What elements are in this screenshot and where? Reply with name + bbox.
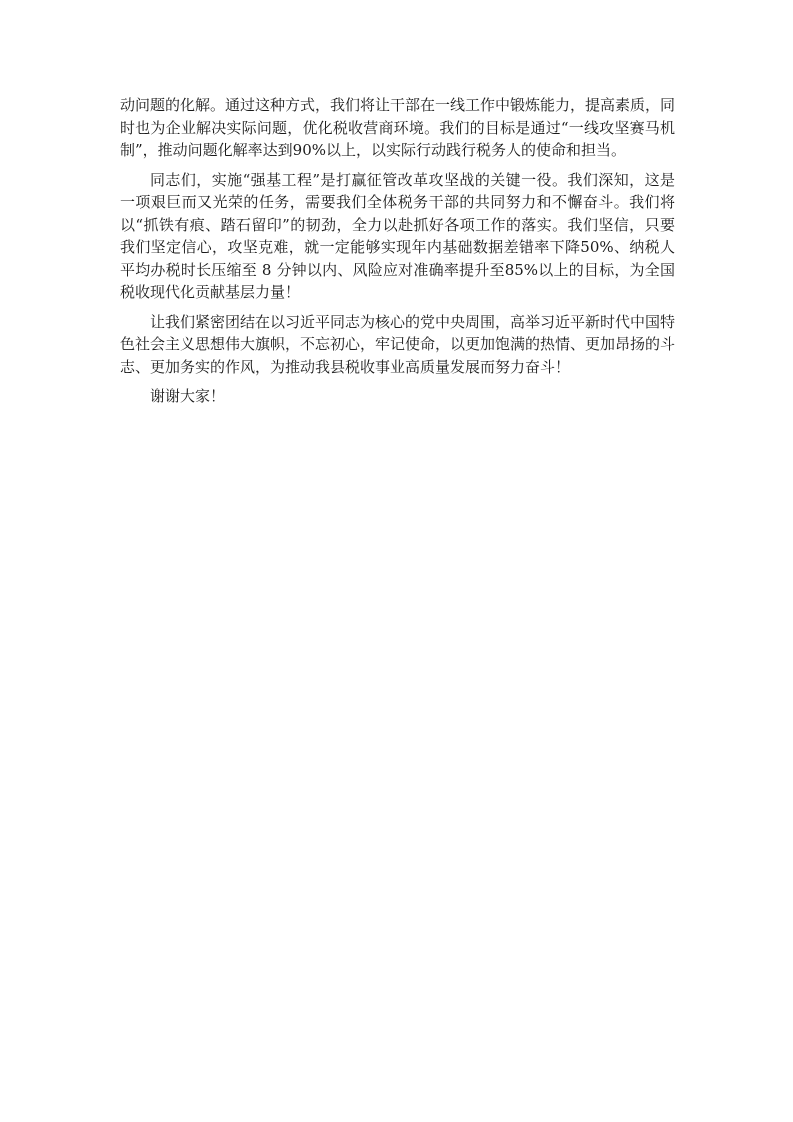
document-body	[120, 94, 675, 415]
paragraph-1: 动问题的化解。通过这种方式，我们将让干部在一线工作中锻炼能力，提高素质，同时也为企业解决实际问题，优化税收营商环境。我们的目标是通过“一线攻坚赛马机制”，推动问题化解率达到90%以上，以实际行动践行税务人的使命和担当。	[120, 96, 676, 159]
paragraph-3: 让我们紧密团结在以习近平同志为核心的党中央周围，高举习近平新时代中国特色社会主义思想伟大旗帜，不忘初心，牢记使命，以更加饱满的热情、更加昂扬的斗志、更加务实的作风，为推动我县税收事业高质量发展而努力奋斗！	[120, 312, 676, 376]
paragraph-2: 同志们，实施“强基工程”是打赢征管改革攻坚战的关键一役。我们深知，这是一项艰巨而又光荣的任务，需要我们全体税务干部的共同努力和不懈奋斗。我们将以“抓铁有痕、踏石留印”的韧劲，全力以赴抓好各项工作的落实。我们坚信，只要我们坚定信心，攻坚克难，就一定能够实现年内基础数据差错率下降50%、纳税人平均办税时长压缩至 8 分钟以内、风险应对准确率提升至85%以上的目标，为全国税收现代化贡献基层力量！	[120, 170, 675, 301]
paragraph-closing: 谢谢大家！	[150, 387, 226, 405]
